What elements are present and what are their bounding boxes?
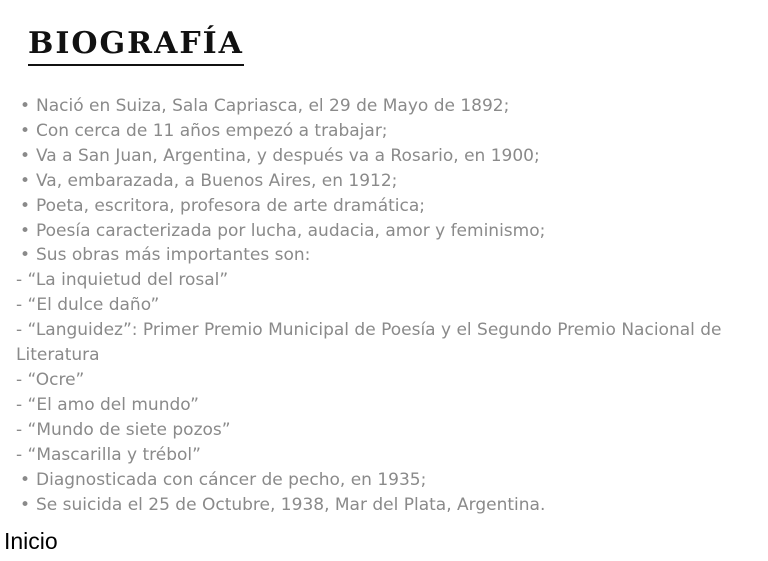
work-item: - “Mundo de siete pozos” [16,419,231,440]
bullet-icon: • [20,96,31,116]
bullet-icon: • [20,170,31,191]
work-item: - “Mascarilla y trébol” [16,444,201,465]
list-item: • Sus obras más importantes son: [16,243,751,268]
list-item: • Poesía caracterizada por lucha, audacia, amor y feminismo; [16,219,751,244]
bullet-icon: • [20,145,31,166]
work-item: - “Ocre” [16,369,85,390]
bullet-icon: • [20,120,31,141]
bullet-icon: • [20,469,31,490]
inicio-link[interactable]: Inicio [4,528,58,554]
list-item: • Diagnosticada con cáncer de pecho, en 1935; [16,468,751,493]
list-item: • Se suicida el 25 de Octubre, 1938, Mar del Plata, Argentina. [16,493,751,518]
biography-content [16,94,751,517]
list-item: • Poeta, escritora, profesora de arte dramática; [16,194,751,219]
list-item: • Va, embarazada, a Buenos Aires, en 1912; [16,169,751,194]
work-item: - “El amo del mundo” [16,394,199,415]
bullet-icon: • [20,195,31,216]
work-item: - “Languidez”: Primer Premio Municipal de Poesía y el Segundo Premio Nacional de Literatura [16,320,722,366]
work-item: - “La inquietud del rosal” [16,270,229,291]
bullet-icon: • [20,494,31,515]
list-item: • Va a San Juan, Argentina, y después va a Rosario, en 1900; [16,144,751,169]
work-item: - “El dulce daño” [16,295,160,316]
list-item: • Nació en Suiza, Sala Capriasca, el 29 de Mayo de 1892; [16,94,751,119]
page-title: BIOGRAFÍA [28,26,244,66]
title-block [28,26,244,66]
bullet-icon: • [20,220,31,241]
list-item: • Con cerca de 11 años empezó a trabajar; [16,119,751,144]
bullet-icon: • [20,245,31,266]
